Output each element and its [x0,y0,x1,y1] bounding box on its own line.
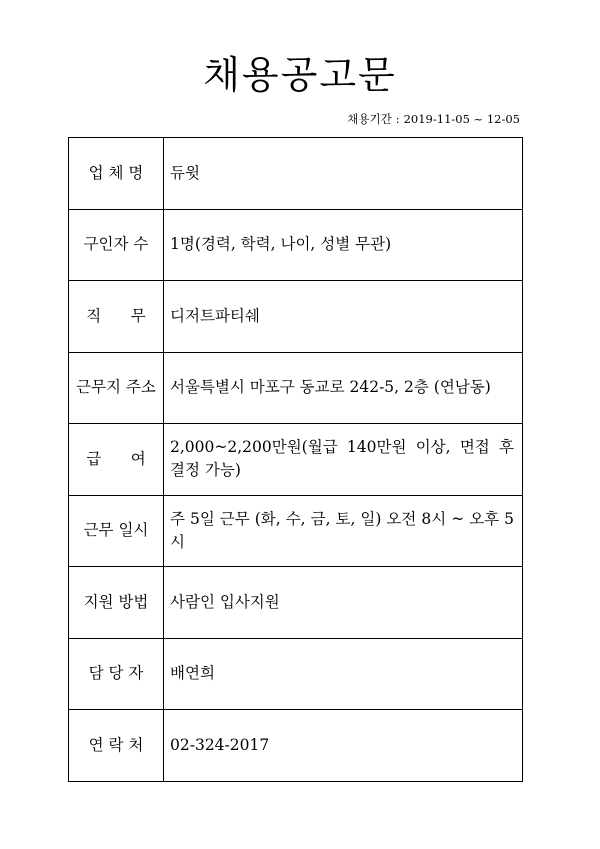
table-row [69,495,523,567]
row-label-headcount: 구인자 수 [69,209,164,281]
row-value-apply-method [164,567,523,639]
row-value-company [164,138,523,210]
job-posting-table [68,137,523,782]
table-row [69,138,523,210]
page-title: 채용공고문 [203,53,397,97]
recruitment-period [347,111,520,127]
period-separator: : [395,112,400,126]
hours-text: 주 5일 근무 (화, 수, 금, 토, 일) 오전 8시 ~ 오후 5시 [170,509,514,551]
phone-text: 02-324-2017 [170,735,270,754]
row-label-salary: 급 여 [69,424,164,496]
contact-person-text: 배연희 [170,664,215,683]
salary-text: 2,000~2,200만원(월급 140만원 이상, 면접 후 결정 가능) [170,438,514,480]
position-text: 디저트파티쉐 [170,306,260,325]
row-value-salary [164,424,523,496]
table-row [69,352,523,424]
row-value-headcount [164,209,523,281]
apply-method-text: 사람인 입사지원 [170,592,280,611]
row-label-contact-person: 담 당 자 [69,638,164,710]
row-label-apply-method: 지원 방법 [69,567,164,639]
row-label-phone: 연 락 처 [69,710,164,782]
row-value-hours [164,495,523,567]
row-label-company: 업 체 명 [69,138,164,210]
table-row [69,638,523,710]
address-text: 서울특별시 마포구 동교로 242-5, 2층 (연남동) [170,378,491,397]
period-label: 채용기간 [347,112,392,126]
table-row [69,710,523,782]
headcount-text: 1명(경력, 학력, 나이, 성별 무관) [170,235,392,254]
row-label-hours: 근무 일시 [69,495,164,567]
table-row [69,424,523,496]
period-value: 2019-11-05 ~ 12-05 [403,112,520,126]
table-row [69,209,523,281]
row-label-position: 직 무 [69,281,164,353]
row-value-address [164,352,523,424]
row-value-position [164,281,523,353]
table-row [69,281,523,353]
row-value-contact-person [164,638,523,710]
table-row [69,567,523,639]
company-name: 듀윗 [170,163,200,182]
row-label-address: 근무지 주소 [69,352,164,424]
row-value-phone [164,710,523,782]
